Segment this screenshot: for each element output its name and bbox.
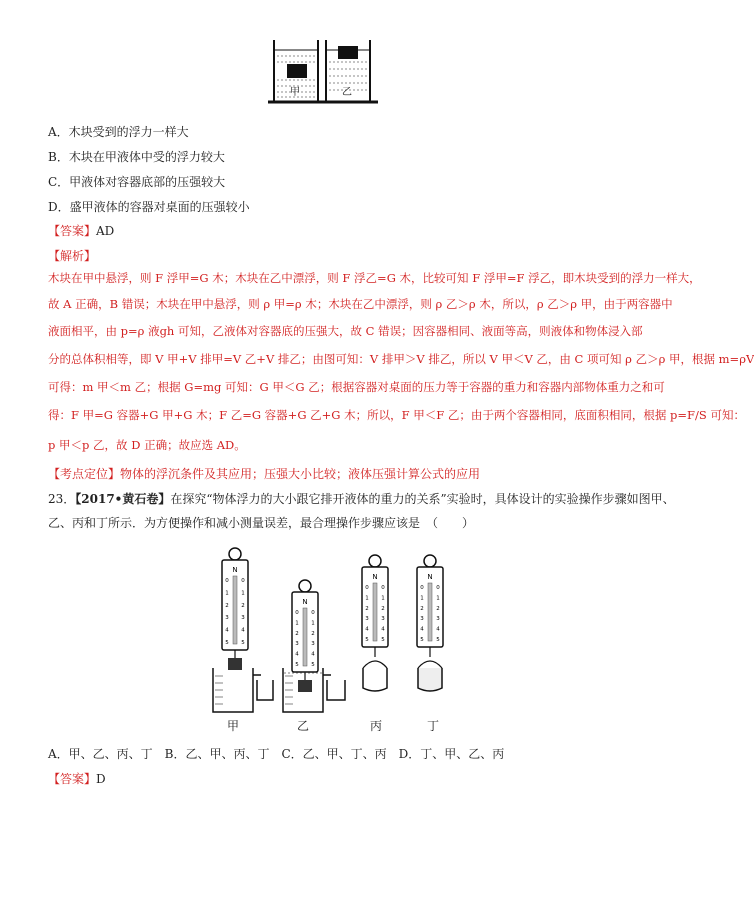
scale-tick-label: 0 bbox=[381, 585, 385, 591]
scale-tick-label: 1 bbox=[225, 590, 229, 597]
answer-value: AD bbox=[96, 224, 115, 238]
scale-tick-label: 1 bbox=[381, 595, 385, 602]
scale-tick-label: 4 bbox=[311, 651, 315, 658]
scale-spring bbox=[373, 583, 377, 641]
scale-tick-label: 2 bbox=[436, 605, 440, 612]
container-label-yi: 乙 bbox=[342, 87, 352, 98]
analysis-line-4: 分的总体积相等，即 V 甲+V 排甲=V 乙+V 排乙；由图可知：V 排甲＞V 排乙，所以 V 甲＜V 乙，由 C 项可知 ρ 乙＞ρ 甲，根据 m=ρV bbox=[48, 352, 754, 366]
analysis-line-1: 木块在甲中悬浮，则 F 浮甲=G 木；木块在乙中漂浮，则 F 浮乙=G 木，比较可知 F 浮甲=F 浮乙，即木块受到的浮力一样大， bbox=[48, 271, 701, 285]
scale-tick-label: 5 bbox=[420, 637, 424, 643]
scale-tick-label: 2 bbox=[311, 630, 315, 637]
scale-tick-label: 4 bbox=[295, 651, 299, 658]
scale-ring bbox=[299, 580, 311, 592]
scale-tick-label: 5 bbox=[295, 662, 299, 668]
analysis-line-6: 得：F 甲=G 容器+G 甲+G 木；F 乙=G 容器+G 乙+G 木；所以，F 甲＜F 乙；由于两个容器相同，底面积相同，根据 p=F/S 可知： bbox=[48, 408, 745, 422]
scale-letter: N bbox=[372, 573, 378, 581]
scale-tick-label: 3 bbox=[420, 616, 424, 623]
object-block bbox=[298, 680, 312, 692]
analysis-line-5: 可得：m 甲＜m 乙；根据 G=mg 可知：G 甲＜G 乙；根据容器对桌面的压力等于容器的重力和容器内部物体重力之和可 bbox=[48, 380, 665, 394]
scale-tick-label: 1 bbox=[241, 590, 245, 597]
scale-tick-label: 2 bbox=[420, 605, 424, 612]
question-number: 23． bbox=[48, 492, 76, 506]
scale-letter: N bbox=[427, 573, 433, 581]
scale-tick-label: 3 bbox=[241, 615, 245, 622]
bucket-handle bbox=[363, 661, 387, 668]
answer-23-value: D bbox=[96, 772, 106, 786]
fig-label-jia: 甲 bbox=[227, 719, 240, 733]
option-a: A．木块受到的浮力一样大 bbox=[48, 125, 189, 139]
scale-tick-label: 4 bbox=[225, 627, 229, 634]
scale-tick-label: 3 bbox=[295, 641, 299, 648]
scale-tick-label: 2 bbox=[241, 602, 245, 609]
question-23-line-1 bbox=[48, 490, 675, 507]
option-c: C．甲液体对容器底部的压强较大 bbox=[48, 175, 226, 189]
scale-tick-label: 5 bbox=[381, 637, 385, 643]
containers-figure bbox=[268, 36, 378, 106]
scale-ring bbox=[369, 555, 381, 567]
scale-tick-label: 3 bbox=[225, 615, 229, 622]
bucket-handle bbox=[418, 661, 442, 668]
fig-label-yi: 乙 bbox=[297, 719, 310, 733]
scale-tick-label: 0 bbox=[436, 585, 440, 591]
scale-tick-label: 2 bbox=[295, 630, 299, 637]
scale-tick-label: 3 bbox=[365, 616, 369, 623]
fig-label-bing: 丙 bbox=[370, 719, 383, 733]
kaodian-text: 物体的浮沉条件及其应用；压强大小比较；液体压强计算公式的应用 bbox=[120, 467, 481, 481]
scale-tick-label: 2 bbox=[381, 605, 385, 612]
scale-tick-label: 4 bbox=[365, 626, 369, 633]
scale-letter: N bbox=[232, 566, 238, 574]
scale-tick-label: 4 bbox=[436, 626, 440, 633]
scale-tick-label: 0 bbox=[420, 585, 424, 591]
bucket-water bbox=[418, 668, 442, 691]
small-cup bbox=[327, 680, 345, 700]
scale-spring bbox=[428, 583, 432, 641]
scale-tick-label: 1 bbox=[295, 620, 299, 627]
scale-spring bbox=[303, 608, 307, 666]
container-label-jia: 甲 bbox=[290, 87, 300, 98]
answer-23 bbox=[48, 770, 106, 787]
analysis-line-2: 故 A 正确，B 错误；木块在甲中悬浮，则 ρ 甲=ρ 木；木块在乙中漂浮，则 ρ 乙＞ρ 木，所以，ρ 乙＞ρ 甲，由于两容器中 bbox=[48, 297, 673, 311]
scale-tick-label: 0 bbox=[225, 578, 229, 584]
scale-tick-label: 0 bbox=[311, 610, 315, 616]
scale-tick-label: 5 bbox=[225, 640, 229, 646]
analysis-line-3: 液面相平，由 p=ρ 液gh 可知，乙液体对容器底的压强大，故 C 错误；因容器相同、液面等高，则液体和物体浸入部 bbox=[48, 324, 643, 338]
scale-tick-label: 5 bbox=[436, 637, 440, 643]
option-b: B．木块在甲液体中受的浮力较大 bbox=[48, 150, 225, 164]
fig-label-ding: 丁 bbox=[427, 719, 440, 733]
analysis-line-7: p 甲＜p 乙，故 D 正确；故应选 AD。 bbox=[48, 438, 246, 452]
scale-tick-label: 4 bbox=[241, 627, 245, 634]
scale-tick-label: 0 bbox=[295, 610, 299, 616]
question-text-1: 在探究“物体浮力的大小跟它排开液体的重力的关系”实验时，具体设计的实验操作步骤如图甲、 bbox=[170, 492, 675, 506]
kaodian bbox=[48, 465, 480, 482]
scale-tick-label: 5 bbox=[365, 637, 369, 643]
options-23: A．甲、乙、丙、丁 B．乙、甲、丙、丁 C．乙、甲、丁、丙 D．丁、甲、乙、丙 bbox=[48, 747, 505, 761]
question-source: 【2017•黄石卷】 bbox=[75, 492, 171, 506]
answer-label: 【答案】 bbox=[48, 224, 97, 238]
scale-tick-label: 1 bbox=[420, 595, 424, 602]
scale-tick-label: 5 bbox=[241, 640, 245, 646]
option-d: D．盛甲液体的容器对桌面的压强较小 bbox=[48, 200, 250, 214]
scale-tick-label: 0 bbox=[365, 585, 369, 591]
answer-23-label: 【答案】 bbox=[48, 772, 97, 786]
scale-tick-label: 2 bbox=[225, 602, 229, 609]
scale-tick-label: 3 bbox=[311, 641, 315, 648]
scale-ring bbox=[424, 555, 436, 567]
analysis-label: 【解析】 bbox=[48, 249, 97, 263]
scale-tick-label: 0 bbox=[241, 578, 245, 584]
scale-tick-label: 1 bbox=[436, 595, 440, 602]
scale-spring bbox=[233, 576, 237, 644]
scale-tick-label: 1 bbox=[311, 620, 315, 627]
scale-tick-label: 5 bbox=[311, 662, 315, 668]
small-cup bbox=[257, 680, 273, 700]
scale-ring bbox=[229, 548, 241, 560]
object-block bbox=[228, 658, 242, 670]
scale-tick-label: 3 bbox=[436, 616, 440, 623]
scale-tick-label: 1 bbox=[365, 595, 369, 602]
scale-tick-label: 4 bbox=[381, 626, 385, 633]
scale-letter: N bbox=[302, 598, 308, 606]
answer-prev bbox=[48, 222, 114, 239]
scale-tick-label: 4 bbox=[420, 626, 424, 633]
scale-tick-label: 3 bbox=[381, 616, 385, 623]
scale-tick-label: 2 bbox=[365, 605, 369, 612]
question-23-line-2: 乙、丙和丁所示．为方便操作和减小测量误差，最合理操作步骤应该是 （ ） bbox=[48, 516, 475, 530]
spring-scale-figure bbox=[205, 540, 455, 735]
bucket-empty bbox=[363, 668, 387, 691]
kaodian-label: 【考点定位】 bbox=[48, 467, 121, 481]
